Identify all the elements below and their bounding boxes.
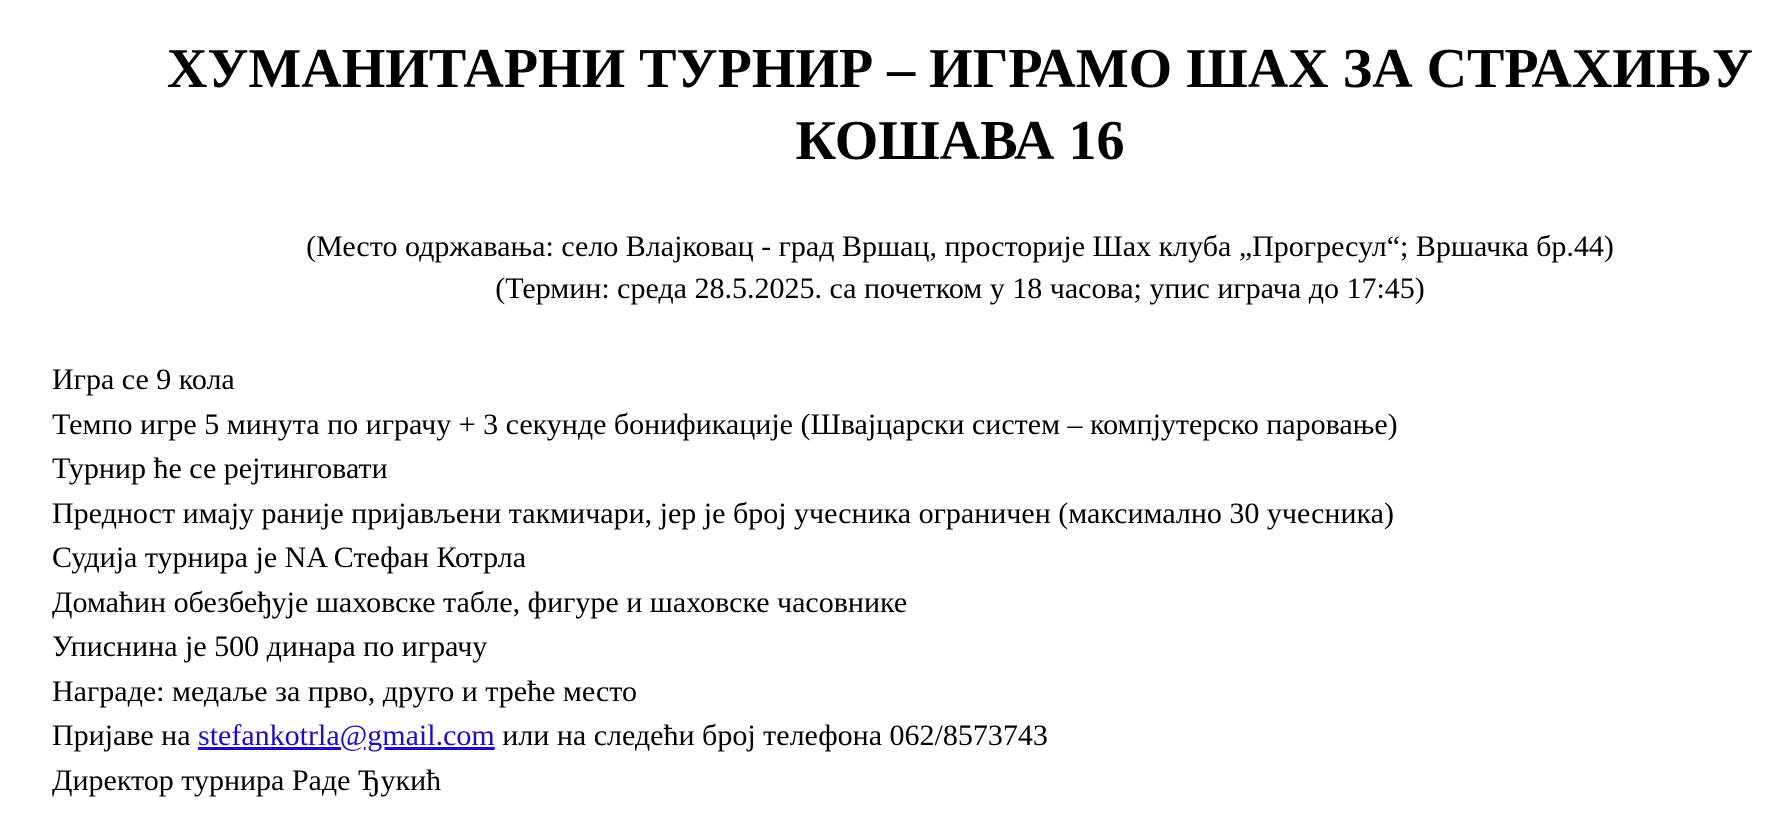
rule-rating: Турнир ће се рејтинговати [52, 452, 388, 485]
registration-prefix: Пријаве на [52, 719, 199, 752]
rule-entry-fee: Уписнина је 500 динара по играчу [52, 630, 488, 663]
rule-arbiter: Судија турнира је NA Стефан Котрла [52, 541, 527, 574]
rule-equipment: Домаћин обезбеђује шаховске табле, фигуре и шаховске часовнике [52, 585, 908, 619]
schedule-line: (Термин: среда 28.5.2025. са почетком у 18 часова; упис играча до 17:45) [495, 272, 1425, 305]
director-line: Директор турнира Раде Ђукић [52, 763, 442, 797]
rule-rounds: Игра се 9 кола [52, 363, 235, 396]
rule-priority: Предност имају раније пријављени такмичари, јер је број учесника ограничен (максимално 30 учесника) [52, 496, 1394, 530]
email-link[interactable]: stefankotrla@gmail.com [198, 719, 495, 752]
tournament-rules-list [52, 358, 1398, 803]
rule-time-control: Темпо игре 5 минута по играчу + 3 секунде бонификације (Швајцарски систем – компјутерско паровање) [52, 407, 1398, 441]
registration-line [52, 714, 1398, 759]
document-title-line-2: КОШАВА 16 [795, 110, 1125, 172]
rule-prizes: Награде: медаље за прво, друго и треће место [52, 674, 637, 708]
registration-suffix: или на следећи број телефона 062/8573743 [494, 719, 1048, 752]
document-title-line-1: ХУМАНИТАРНИ ТУРНИР – ИГРАМО ШАХ ЗА СТРАХИЊУ [166, 38, 1754, 100]
venue-line: (Место одржавања: село Влајковац - град Вршац, просторије Шах клуба „Прогресул“; Вршачка бр.44) [306, 230, 1614, 263]
